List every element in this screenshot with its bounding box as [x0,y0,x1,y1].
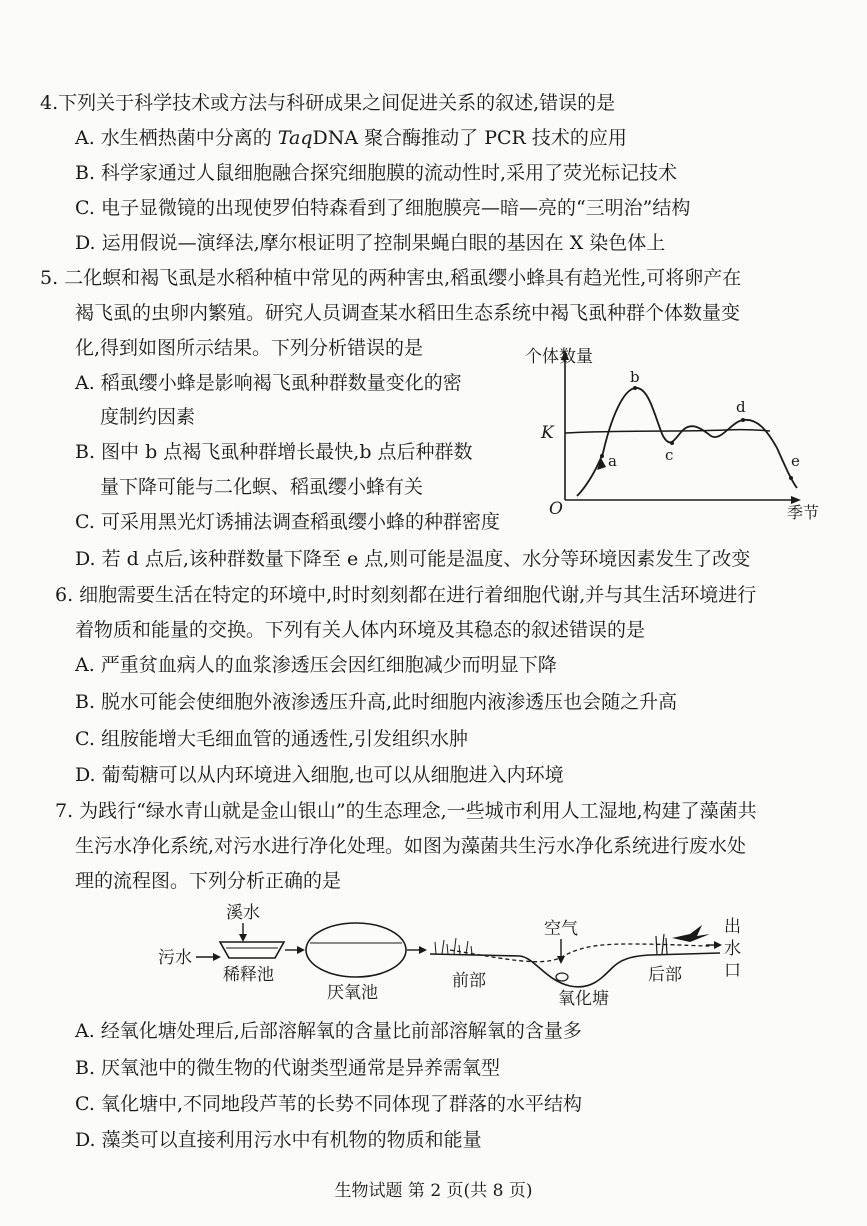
outlet-arrowhead-icon [714,941,722,949]
q6-option-a: A. 严重贫血病人的血浆渗透压会因红细胞减少而明显下降 [75,654,557,676]
q5-option-c: C. 可采用黑光灯诱捕法调查稻虱缨小蜂的种群密度 [75,511,500,533]
q7-stem-line2: 生污水净化系统,对污水进行净化处理。如图为藻菌共生污水净化系统进行废水处 [75,835,747,857]
q4-option-a-pre: A. 水生栖热菌中分离的 [75,127,278,149]
anaerobic-tank-icon [306,923,406,977]
outlet-label-3: 口 [724,961,741,981]
flow-dashed-arrow [450,944,710,962]
graph-k-label: K [541,423,554,443]
q7-stem-line1: 7. 为践行“绿水青山就是金山银山”的生态理念,一些城市利用人工湿地,构建了藻菌共 [55,800,757,822]
outlet-label-1: 出 [724,917,741,937]
sewage-arrowhead-icon [213,953,221,961]
label-d: d [736,398,746,416]
page-footer: 生物试题 第 2 页(共 8 页) [334,1181,533,1201]
q4-option-d: D. 运用假说—演绎法,摩尔根证明了控制果蝇白眼的基因在 X 染色体上 [75,232,666,254]
graph-xlabel: 季节 [787,503,820,522]
reeds-front-icon [435,938,472,954]
anaerobic-arrowhead-icon [419,946,427,954]
q5-option-b-line2: 量下降可能与二化螟、稻虱缨小蜂有关 [100,476,424,498]
point-c [670,441,674,445]
air-label: 空气 [544,919,578,939]
treatment-flow-diagram [150,898,760,1013]
q5-option-d: D. 若 d 点后,该种群数量下降至 e 点,则可能是温度、水分等环境因素发生了改变 [75,548,751,570]
dilution-arrowhead-icon [297,946,305,954]
q5-stem-line3: 化,得到如图所示结果。下列分析错误的是 [75,337,424,359]
q7-option-c: C. 氧化塘中,不同地段芦苇的长势不同体现了群落的水平结构 [75,1093,582,1115]
sewage-label: 污水 [158,948,192,968]
q6-stem-line2: 着物质和能量的交换。下列有关人体内环境及其稳态的叙述错误的是 [75,619,646,641]
q5-option-a-line2: 度制约因素 [100,406,196,428]
q4-option-a-taq: Taq [277,127,313,149]
rear-label: 后部 [648,965,682,985]
q6-option-d: D. 葡萄糖可以从内环境进入细胞,也可以从细胞进入内环境 [75,764,564,786]
graph-ylabel: 个体数量 [525,347,593,367]
stream-arrowhead-icon [239,934,247,942]
q4-option-a [75,125,627,151]
dilution-tank-icon [220,942,284,958]
stream-label: 溪水 [226,903,260,923]
bird-icon [672,925,710,942]
graph-origin-label: O [549,499,563,519]
q7-stem-line3: 理的流程图。下列分析正确的是 [75,870,342,892]
sediment-icon [556,973,568,981]
q6-option-b: B. 脱水可能会使细胞外液渗透压升高,此时细胞内液渗透压也会随之升高 [75,691,678,713]
q6-option-c: C. 组胺能增大毛细血管的通透性,引发组织水肿 [75,728,468,750]
q4-stem: 4.下列关于科学技术或方法与科研成果之间促进关系的叙述,错误的是 [40,92,616,114]
population-curve [577,388,797,496]
q5-option-b-line1: B. 图中 b 点褐飞虱种群增长最快,b 点后种群数 [75,441,473,463]
q5-stem-line1: 5. 二化螟和褐飞虱是水稻种植中常见的两种害虫,稻虱缨小蜂具有趋光性,可将卵产在 [40,267,742,289]
label-e: e [791,452,800,470]
dilution-label: 稀释池 [223,965,274,985]
point-d [741,418,745,422]
q4-option-b: B. 科学家通过人鼠细胞融合探究细胞膜的流动性时,采用了荧光标记技术 [75,162,678,184]
label-b: b [630,368,640,386]
label-c: c [665,446,674,464]
air-arrowhead-icon [557,956,565,964]
point-e [789,476,793,480]
q7-option-a: A. 经氧化塘处理后,后部溶解氧的含量比前部溶解氧的含量多 [75,1020,582,1042]
point-a [600,454,604,458]
k-line [565,430,770,433]
outlet-label-2: 水 [724,939,741,959]
point-b [633,386,637,390]
front-label: 前部 [452,971,486,991]
population-graph [525,338,835,523]
q5-stem-line2: 褐飞虱的虫卵内繁殖。研究人员调查某水稻田生态系统中褐飞虱种群个体数量变 [75,302,741,324]
label-a: a [608,452,617,470]
q7-option-b: B. 厌氧池中的微生物的代谢类型通常是异养需氧型 [75,1057,501,1079]
q4-option-c: C. 电子显微镜的出现使罗伯特森看到了细胞膜亮—暗—亮的“三明治”结构 [75,197,691,219]
q5-option-a-line1: A. 稻虱缨小蜂是影响褐飞虱种群数量变化的密 [75,372,462,394]
q7-option-d: D. 藻类可以直接利用污水中有机物的物质和能量 [75,1129,482,1151]
q4-option-a-post: DNA 聚合酶推动了 PCR 技术的应用 [312,127,627,149]
anaerobic-label: 厌氧池 [327,983,378,1003]
q6-stem-line1: 6. 细胞需要生活在特定的环境中,时时刻刻都在进行着细胞代谢,并与其生活环境进行 [55,584,757,606]
pond-label: 氧化塘 [558,989,609,1009]
